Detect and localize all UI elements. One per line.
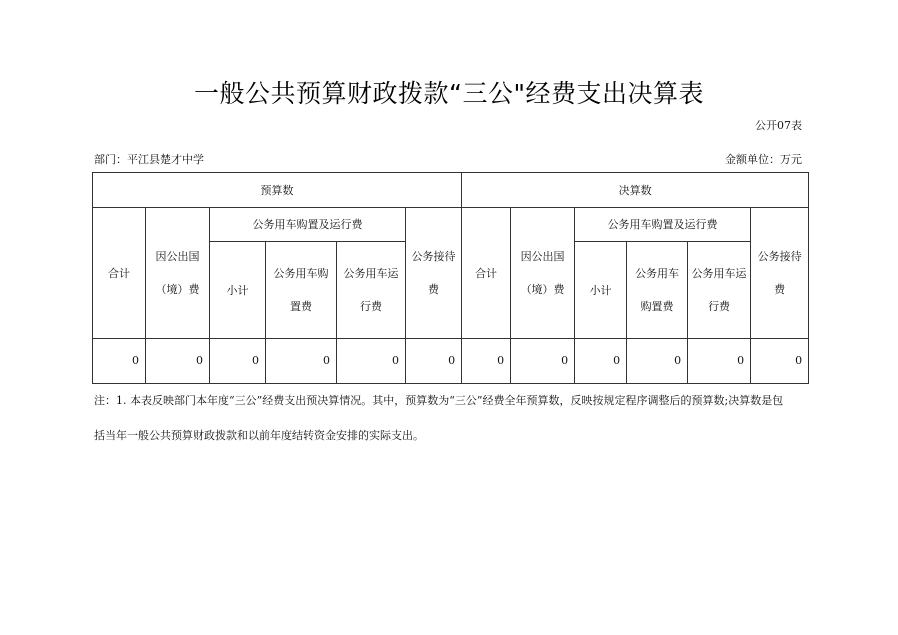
- final-purchase-header: 公务用车购置费: [627, 242, 688, 339]
- final-total-header: 合计: [462, 208, 511, 339]
- budget-reception-header: 公务接待费: [406, 208, 462, 339]
- final-reception-value: 0: [751, 339, 809, 384]
- final-subtotal-value: 0: [575, 339, 627, 384]
- footnote-line-1: 注：1. 本表反映部门本年度“三公”经费支出预决算情况。其中，预算数为“三公”经费全年预算数，反映按规定程序调整后的预算数;决算数是包: [94, 394, 784, 407]
- form-number: 公开07表: [755, 119, 802, 132]
- page-title: 一般公共预算财政拨款“三公"经费支出决算表: [194, 79, 704, 108]
- budget-reception-value: 0: [406, 339, 462, 384]
- final-total-value: 0: [462, 339, 511, 384]
- final-abroad-header: 因公出国（境）费: [511, 208, 575, 339]
- final-vehicle-group-header: 公务用车购置及运行费: [575, 208, 751, 242]
- expenditure-table: [92, 172, 809, 384]
- budget-abroad-header: 因公出国（境）费: [146, 208, 210, 339]
- amount-unit-label: 金额单位：万元: [725, 153, 802, 166]
- budget-subtotal-header: 小计: [210, 242, 266, 339]
- final-operation-header: 公务用车运行费: [688, 242, 751, 339]
- final-group-header: 决算数: [462, 173, 809, 208]
- budget-subtotal-value: 0: [210, 339, 266, 384]
- budget-operation-header: 公务用车运行费: [337, 242, 406, 339]
- table-row: [93, 339, 809, 384]
- final-purchase-value: 0: [627, 339, 688, 384]
- budget-vehicle-group-header: 公务用车购置及运行费: [210, 208, 406, 242]
- budget-group-header: 预算数: [93, 173, 462, 208]
- final-abroad-value: 0: [511, 339, 575, 384]
- final-subtotal-header: 小计: [575, 242, 627, 339]
- budget-abroad-value: 0: [146, 339, 210, 384]
- budget-purchase-value: 0: [266, 339, 337, 384]
- budget-operation-value: 0: [337, 339, 406, 384]
- final-reception-header: 公务接待费: [751, 208, 809, 339]
- budget-purchase-header: 公务用车购置费: [266, 242, 337, 339]
- department-label: 部门：平江县楚才中学: [94, 153, 204, 166]
- budget-total-header: 合计: [93, 208, 146, 339]
- budget-total-value: 0: [93, 339, 146, 384]
- final-operation-value: 0: [688, 339, 751, 384]
- footnote-line-2: 括当年一般公共预算财政拨款和以前年度结转资金安排的实际支出。: [94, 429, 424, 442]
